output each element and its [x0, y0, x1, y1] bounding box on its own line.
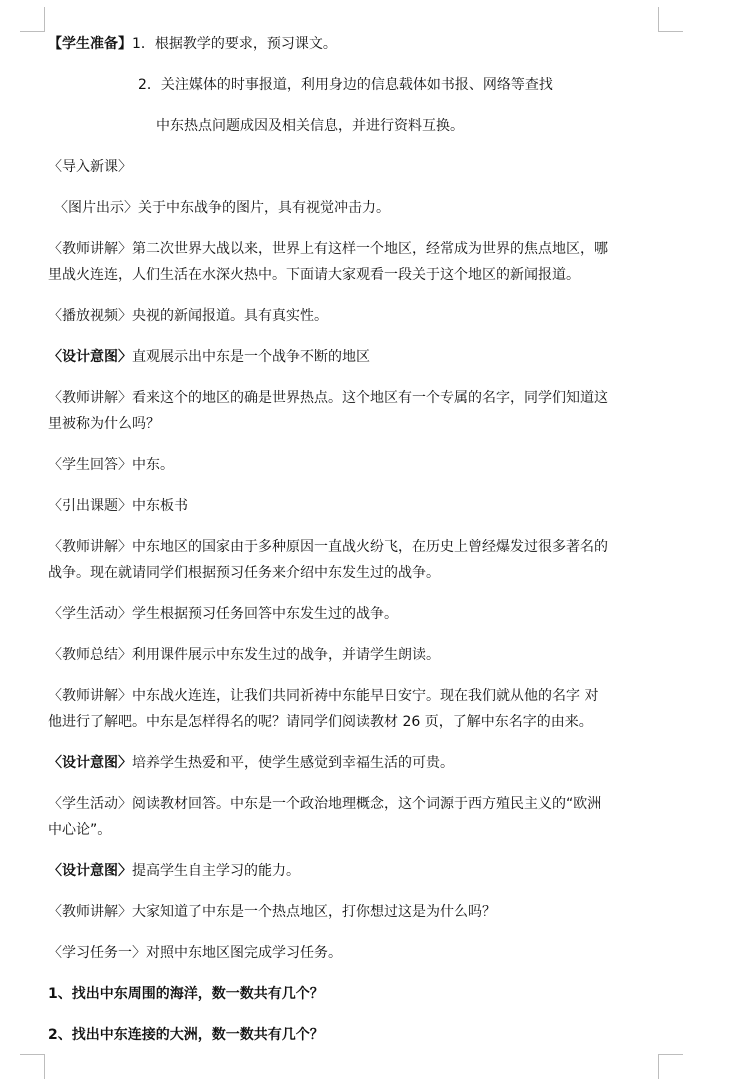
learning-task-1-line: 〈学习任务一〉对照中东地区图完成学习任务。	[48, 945, 342, 961]
design-intent-text: 直观展示出中东是一个战争不断的地区	[132, 349, 370, 365]
student-activity-2-line-2: 中心论”。	[48, 822, 112, 838]
student-answer-line: 〈学生回答〉中东。	[48, 457, 174, 473]
design-intent-2-line	[48, 754, 668, 772]
teacher-explain-3-line-2: 战争。现在就请同学们根据预习任务来介绍中东发生过的战争。	[48, 565, 440, 581]
student-prep-line-2: 2．关注媒体的时事报道，利用身边的信息载体如书报、网络等查找	[138, 77, 553, 93]
play-video-line: 〈播放视频〉央视的新闻报道。具有真实性。	[48, 308, 328, 324]
student-prep-line-1	[48, 35, 668, 53]
teacher-explain-2-line-2: 里被称为什么吗？	[48, 416, 160, 432]
design-intent-text: 培养学生热爱和平，使学生感觉到幸福生活的可贵。	[132, 755, 454, 771]
page-corner-mark-top-left	[20, 7, 45, 32]
design-intent-label: 〈设计意图〉	[48, 349, 132, 365]
teacher-explain-1-line-2: 里战火连连，人们生活在水深火热中。下面请大家观看一段关于这个地区的新闻报道。	[48, 267, 580, 283]
question-2-line: 2、找出中东连接的大洲，数一数共有几个？	[48, 1027, 324, 1043]
teacher-explain-4-line-2: 他进行了解吧。中东是怎样得名的呢？请同学们阅读教材 26 页，了解中东名字的由来。	[48, 714, 593, 730]
teacher-explain-3-line-1: 〈教师讲解〉中东地区的国家由于多种原因一直战火纷飞，在历史上曾经爆发过很多著名的	[48, 539, 608, 555]
design-intent-label: 〈设计意图〉	[48, 863, 132, 879]
teacher-explain-5-line: 〈教师讲解〉大家知道了中东是一个热点地区，打你想过这是为什么吗？	[48, 904, 496, 920]
page-corner-mark-bottom-right	[658, 1054, 683, 1079]
teacher-explain-2-line-1: 〈教师讲解〉看来这个的地区的确是世界热点。这个地区有一个专属的名字，同学们知道这	[48, 390, 608, 406]
teacher-summary-line: 〈教师总结〉利用课件展示中东发生过的战争，并请学生朗读。	[48, 647, 440, 663]
picture-display-line: 〈图片出示〉关于中东战争的图片，具有视觉冲击力。	[54, 200, 390, 216]
teacher-explain-1-line-1: 〈教师讲解〉第二次世界大战以来，世界上有这样一个地区，经常成为世界的焦点地区，哪	[48, 241, 608, 257]
student-activity-1-line: 〈学生活动〉学生根据预习任务回答中东发生过的战争。	[48, 606, 398, 622]
question-1-line: 1、找出中东周围的海洋，数一数共有几个？	[48, 986, 324, 1002]
student-prep-line-3: 中东热点问题成因及相关信息，并进行资料互换。	[156, 118, 464, 134]
design-intent-text: 提高学生自主学习的能力。	[132, 863, 300, 879]
teacher-explain-4-line-1: 〈教师讲解〉中东战火连连，让我们共同祈祷中东能早日安宁。现在我们就从他的名字 对	[48, 688, 599, 704]
student-activity-2-line-1: 〈学生活动〉阅读教材回答。中东是一个政治地理概念，这个词源于西方殖民主义的“欧洲	[48, 796, 602, 812]
section-intro-heading: 〈导入新课〉	[48, 159, 132, 175]
design-intent-label: 〈设计意图〉	[48, 755, 132, 771]
topic-intro-line: 〈引出课题〉中东板书	[48, 498, 188, 514]
page-corner-mark-bottom-left	[20, 1054, 45, 1079]
design-intent-3-line	[48, 862, 668, 880]
design-intent-1-line	[48, 348, 668, 366]
student-prep-item-1: 1．根据教学的要求，预习课文。	[132, 36, 337, 52]
page-corner-mark-top-right	[658, 7, 683, 32]
student-prep-label: 【学生准备】	[48, 36, 132, 52]
